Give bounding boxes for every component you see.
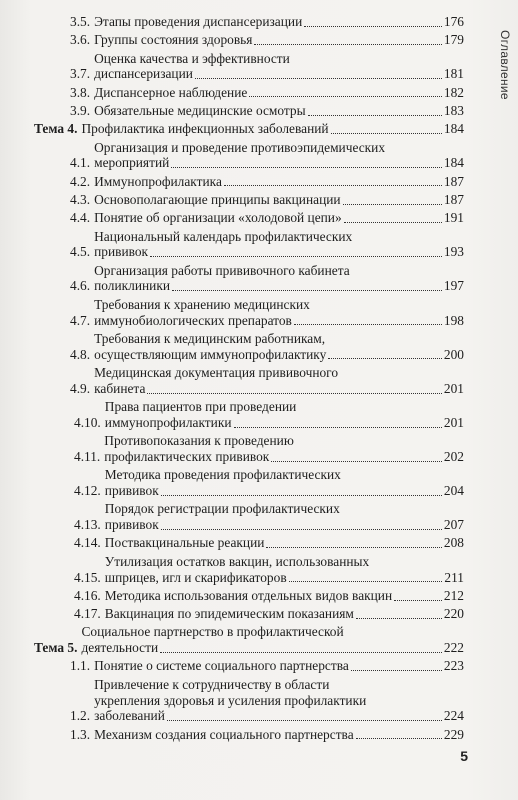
toc-entry-page: 202: [443, 448, 464, 464]
dot-leader: [328, 358, 442, 359]
toc-entry: [70, 297, 464, 329]
dot-leader: [343, 204, 442, 205]
dot-leader: [289, 581, 443, 582]
toc-entry: [34, 121, 464, 137]
toc-entry-title-line: Понятие об организации «холодовой цепи»: [94, 210, 342, 226]
toc-entry-number: 4.2.: [70, 173, 91, 189]
toc-entry-title-line: Оценка качества и эффективности: [94, 50, 290, 66]
toc-entry: [74, 554, 464, 586]
toc-entry-title-line: Национальный календарь профилактических: [94, 228, 353, 244]
dot-leader: [356, 618, 442, 619]
dot-leader: [150, 256, 442, 257]
dot-leader: [195, 78, 442, 79]
toc-entry-page: 224: [443, 708, 464, 724]
toc-entry: [70, 365, 464, 397]
toc-entry-page: 208: [443, 535, 464, 551]
toc-entry-page: 183: [443, 102, 464, 118]
toc-entry-number: 4.16.: [74, 587, 101, 603]
toc-entry-page: 223: [443, 658, 464, 674]
toc-entry-page: 220: [443, 606, 464, 622]
toc-entry-title-line: поликлиники: [94, 278, 170, 294]
toc-entry-number: 3.5.: [70, 14, 91, 29]
toc-entry-title-line: Порядок регистрации профилактических: [104, 501, 340, 517]
toc-entry-title-line: Требования к медицинским работникам,: [94, 330, 326, 346]
toc-entry: [74, 588, 464, 604]
toc-entry-number: 4.4.: [70, 210, 91, 226]
dot-leader: [160, 652, 442, 653]
toc-entry-number: 1.1.: [70, 658, 91, 674]
toc-entry-title-line: Группы состояния здоровья: [94, 32, 253, 48]
toc-entry-number: 4.10.: [74, 414, 101, 430]
toc-entry-number: 4.3.: [70, 191, 91, 207]
dot-leader: [224, 185, 442, 186]
dot-leader: [331, 133, 442, 134]
toc-entry-page: 191: [443, 210, 464, 226]
toc-entry-page: 184: [443, 155, 464, 171]
toc-entry-number: 4.8.: [70, 346, 91, 362]
toc-entry-page: 179: [443, 32, 464, 48]
toc-entry: [70, 677, 464, 724]
toc-entry-number: 3.9.: [70, 102, 91, 118]
dot-leader: [249, 96, 442, 97]
toc-entry-title-line: укрепления здоровья и усиления профилактики: [94, 692, 367, 708]
toc-entry-page: 211: [444, 569, 464, 585]
toc-entry-title-line: Вакцинация по эпидемическим показаниям: [104, 606, 354, 622]
toc-entry-title-line: Утилизация остатков вакцин, использованных: [104, 553, 370, 569]
toc-entry-number: 4.14.: [74, 535, 101, 551]
toc-entry: [70, 658, 464, 674]
toc-entry: [70, 140, 464, 172]
toc-entry-title-line: Основополагающие принципы вакцинации: [94, 191, 341, 207]
toc-entry-page: 201: [443, 380, 464, 396]
toc-entry-number: 1.3.: [70, 726, 91, 742]
toc-entry-title-line: Обязательные медицинские осмотры: [94, 102, 306, 118]
toc-entry-number: Тема 5.: [34, 640, 78, 656]
toc-entry-title-line: диспансеризации: [94, 66, 193, 82]
toc-entry-number: 4.12.: [74, 483, 101, 499]
toc-entry-page: 193: [443, 244, 464, 260]
toc-entry-page: 197: [443, 278, 464, 294]
toc-entry-title-line: Организация и проведение противоэпидемических: [94, 139, 386, 155]
toc-entry-title-line: прививок: [104, 483, 159, 499]
dot-leader: [308, 115, 442, 116]
dot-leader: [304, 26, 442, 27]
toc-entry-page: 222: [443, 640, 464, 656]
toc-entry: [70, 103, 464, 119]
toc-entry-title-line: прививок: [94, 244, 149, 260]
dot-leader: [271, 461, 442, 462]
dot-leader: [147, 393, 442, 394]
toc-entry: [70, 32, 464, 48]
dot-leader: [344, 222, 442, 223]
toc-entry-page: 187: [443, 173, 464, 189]
toc-entry-title-line: Требования к хранению медицинских: [94, 296, 310, 312]
dot-leader: [172, 290, 442, 291]
toc-entry-number: 4.11.: [74, 448, 101, 464]
toc-entry-title-line: кабинета: [94, 380, 146, 396]
toc-entry-number: 4.7.: [70, 312, 91, 328]
toc-entry: [70, 210, 464, 226]
toc-entry-number: 4.5.: [70, 244, 91, 260]
toc-entry-title-line: Механизм создания социального партнерства: [94, 726, 354, 742]
toc-entry-number: 3.6.: [70, 32, 91, 48]
toc-entry-page: 207: [443, 517, 464, 533]
toc-entry-title-line: Организация работы прививочного кабинета: [94, 262, 350, 278]
toc-entry-number: 4.15.: [74, 569, 101, 585]
toc-entry: [74, 399, 464, 431]
toc-entry-title-line: деятельности: [81, 640, 159, 656]
dot-leader: [356, 738, 442, 739]
toc-entry-title-line: мероприятий: [94, 155, 170, 171]
toc-entry-page: 201: [443, 414, 464, 430]
dot-leader: [171, 167, 442, 168]
dot-leader: [161, 495, 442, 496]
toc-entry-number: 4.9.: [70, 380, 91, 396]
toc-entry-title-line: Диспансерное наблюдение: [94, 84, 248, 100]
toc-entry-page: 182: [443, 84, 464, 100]
toc-entry-page: 176: [443, 14, 464, 29]
running-header: Оглавление: [498, 30, 512, 100]
toc-entry-title-line: Противопоказания к проведению: [104, 433, 294, 449]
toc-entry: [70, 727, 464, 743]
toc-entry: [70, 331, 464, 363]
toc-entry: [74, 606, 464, 622]
toc-entry-page: 187: [443, 191, 464, 207]
toc-entry: [70, 85, 464, 101]
dot-leader: [266, 547, 441, 548]
toc-entry-title-line: Методика использования отдельных видов вакцин: [104, 587, 393, 603]
toc-entry: [74, 467, 464, 499]
toc-entry-page: 200: [443, 346, 464, 362]
dot-leader: [167, 720, 442, 721]
dot-leader: [161, 529, 442, 530]
dot-leader: [294, 324, 442, 325]
toc-entry: [70, 263, 464, 295]
toc-entry: [70, 51, 464, 83]
toc-entry-title-line: Медицинская документация прививочного: [94, 364, 339, 380]
toc-entry-title-line: иммунобиологических препаратов: [94, 312, 292, 328]
toc-entry-number: 3.7.: [70, 66, 91, 82]
dot-leader: [394, 600, 442, 601]
page-number: 5: [460, 748, 468, 764]
toc-entry-number: 3.8.: [70, 84, 91, 100]
toc-entry-title-line: заболеваний: [94, 708, 165, 724]
toc-entry-title-line: Профилактика инфекционных заболеваний: [81, 121, 329, 137]
toc-entry-number: 4.1.: [70, 155, 91, 171]
dot-leader: [234, 427, 442, 428]
toc-entry: [74, 433, 464, 465]
toc-entry-title-line: профилактических прививок: [104, 448, 270, 464]
toc-entry-page: 229: [443, 726, 464, 742]
toc-entry: [74, 535, 464, 551]
toc-entry-page: 204: [443, 483, 464, 499]
toc-entry-title-line: Социальное партнерство в профилактической: [81, 624, 344, 640]
toc-entry-page: 181: [443, 66, 464, 82]
toc-entry-title-line: иммунопрофилактики: [104, 414, 232, 430]
dot-leader: [351, 670, 442, 671]
toc-entry-number: Тема 4.: [34, 121, 78, 137]
dot-leader: [254, 44, 441, 45]
toc-entry-title-line: Иммунопрофилактика: [94, 173, 222, 189]
toc-entry-number: 1.2.: [70, 708, 91, 724]
toc-entry-title-line: Методика проведения профилактических: [104, 467, 341, 483]
toc-entry: [70, 192, 464, 208]
toc-entry: [74, 501, 464, 533]
toc-entry-number: 4.13.: [74, 517, 101, 533]
toc-entry-title-line: Права пациентов при проведении: [104, 399, 297, 415]
toc-entry: [70, 14, 464, 30]
toc-entry: [34, 624, 464, 656]
toc-entry-title-line: шприцев, игл и скарификаторов: [104, 569, 287, 585]
table-of-contents: [34, 14, 464, 745]
toc-entry-number: 4.6.: [70, 278, 91, 294]
toc-entry-number: 4.17.: [74, 606, 101, 622]
toc-entry-title-line: Поствакцинальные реакции: [104, 535, 265, 551]
toc-entry-title-line: Понятие о системе социального партнерства: [94, 658, 349, 674]
toc-entry-page: 212: [443, 587, 464, 603]
toc-entry-page: 198: [443, 312, 464, 328]
toc-entry-title-line: Этапы проведения диспансеризации: [94, 14, 303, 29]
toc-entry-title-line: прививок: [104, 517, 159, 533]
toc-entry-title-line: Привлечение к сотрудничеству в области: [94, 676, 330, 692]
toc-entry: [70, 229, 464, 261]
toc-entry: [70, 174, 464, 190]
toc-entry-title-line: осуществляющим иммунопрофилактику: [94, 346, 327, 362]
toc-entry-page: 184: [443, 121, 464, 137]
